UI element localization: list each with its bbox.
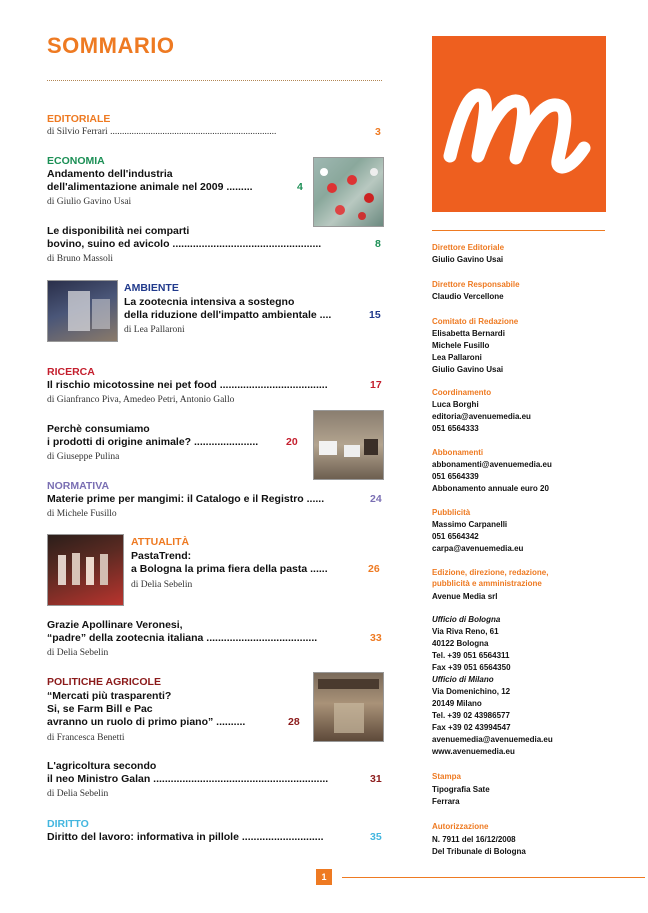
email-link[interactable]: editoria@avenuemedia.eu (432, 412, 531, 421)
email-link[interactable]: carpa@avenuemedia.eu (432, 544, 524, 553)
toc-author: di Michele Fusillo (47, 509, 117, 519)
toc-author: di Lea Pallaroni (124, 325, 185, 335)
toc-heading[interactable]: Diritto del lavoro: informativa in pillole ............................ (47, 831, 324, 843)
office-label: Ufficio di Bologna (432, 615, 501, 624)
toc-page: 26 (368, 563, 380, 575)
toc-heading[interactable]: Andamento dell'industria (47, 168, 173, 180)
credit-value: Giulio Gavino Usai (432, 365, 504, 374)
toc-heading[interactable]: a Bologna la prima fiera della pasta ...... (131, 563, 328, 575)
section-politiche-agricole: POLITICHE AGRICOLE (47, 676, 161, 688)
section-editoriale: EDITORIALE (47, 113, 111, 125)
toc-heading[interactable]: avranno un ruolo di primo piano” .......... (47, 716, 246, 728)
toc-leader: di Silvio Ferrari ...................................................................... (47, 127, 277, 137)
title-rule (47, 80, 382, 81)
credit-value: Ferrara (432, 797, 460, 806)
office-label: Ufficio di Milano (432, 675, 494, 684)
toc-heading[interactable]: PastaTrend: (131, 550, 192, 562)
toc-author: di Bruno Massoli (47, 254, 113, 264)
toc-page: 15 (369, 309, 381, 321)
fax-line: Fax +39 051 6564350 (432, 663, 511, 672)
credit-label: Direttore Responsabile (432, 280, 520, 289)
toc-author: di Gianfranco Piva, Amedeo Petri, Antonio Gallo (47, 395, 235, 405)
credit-value: Tipografia Sate (432, 785, 490, 794)
toc-heading[interactable]: della riduzione dell'impatto ambientale .... (124, 309, 332, 321)
toc-heading[interactable]: Si, se Farm Bill e Pac (47, 703, 153, 715)
section-ambiente: AMBIENTE (124, 282, 179, 294)
credit-label: Direttore Editoriale (432, 243, 505, 252)
footer-rule (342, 877, 645, 878)
address-line: Via Domenichino, 12 (432, 687, 511, 696)
cows-photo (313, 410, 384, 480)
page-title: SOMMARIO (47, 33, 175, 58)
credit-label: Autorizzazione (432, 822, 489, 831)
credit-value: Elisabetta Bernardi (432, 329, 505, 338)
toc-heading[interactable]: il neo Ministro Galan ............................................................ (47, 773, 329, 785)
credit-label: pubblicità e amministrazione (432, 579, 542, 588)
toc-heading[interactable]: “padre” della zootecnia italiana ...................................... (47, 632, 318, 644)
barn-photo (313, 672, 384, 742)
address-line: 20149 Milano (432, 699, 482, 708)
toc-author: di Giuseppe Pulina (47, 452, 120, 462)
toc-page: 17 (370, 379, 382, 391)
fax-line: Fax +39 02 43994547 (432, 723, 511, 732)
toc-heading[interactable]: “Mercati più trasparenti? (47, 690, 172, 702)
credit-value: N. 7911 del 16/12/2008 (432, 835, 516, 844)
toc-heading[interactable]: L'agricoltura secondo (47, 760, 157, 772)
address-line: 40122 Bologna (432, 639, 489, 648)
credit-value: Massimo Carpanelli (432, 520, 508, 529)
event-photo (47, 534, 124, 606)
credit-value: Michele Fusillo (432, 341, 490, 350)
section-normativa: NORMATIVA (47, 480, 110, 492)
toc-heading[interactable]: Perchè consumiamo (47, 423, 150, 435)
toc-heading[interactable]: Materie prime per mangimi: il Catalogo e il Registro ...... (47, 493, 325, 505)
toc-heading[interactable]: bovino, suino ed avicolo ................................................... (47, 238, 322, 250)
toc-heading[interactable]: dell'alimentazione animale nel 2009 ......... (47, 181, 253, 193)
credit-value: Giulio Gavino Usai (432, 255, 504, 264)
toc-heading[interactable]: Grazie Apollinare Veronesi, (47, 619, 183, 631)
cattle-photo (47, 280, 118, 342)
credit-label: Pubblicità (432, 508, 471, 517)
poultry-photo (313, 157, 384, 227)
toc-page: 4 (297, 181, 303, 193)
email-link[interactable]: avenuemedia@avenuemedia.eu (432, 735, 553, 744)
toc-page: 8 (375, 238, 381, 250)
email-link[interactable]: abbonamenti@avenuemedia.eu (432, 460, 552, 469)
toc-entry-editoriale[interactable] (47, 127, 382, 137)
toc-author: di Delia Sebelin (131, 580, 193, 590)
toc-author: di Delia Sebelin (47, 648, 109, 658)
credit-value: Luca Borghi (432, 400, 479, 409)
toc-author: di Francesca Benetti (47, 733, 125, 743)
phone-line: Tel. +39 02 43986577 (432, 711, 510, 720)
toc-page: 28 (288, 716, 300, 728)
toc-page: 33 (370, 632, 382, 644)
toc-page: 20 (286, 436, 298, 448)
credit-value: 051 6564333 (432, 424, 479, 433)
credit-label: Edizione, direzione, redazione, (432, 568, 549, 577)
credit-value: Abbonamento annuale euro 20 (432, 484, 549, 493)
sidebar-rule (432, 230, 605, 231)
toc-heading[interactable]: Le disponibilità nei comparti (47, 225, 190, 237)
section-attualita: ATTUALITÀ (131, 536, 190, 548)
credit-label: Abbonamenti (432, 448, 484, 457)
toc-heading[interactable]: Il rischio micotossine nei pet food ..................................... (47, 379, 328, 391)
website-link[interactable]: www.avenuemedia.eu (432, 747, 515, 756)
phone-line: Tel. +39 051 6564311 (432, 651, 510, 660)
credit-label: Coordinamento (432, 388, 492, 397)
toc-page: 35 (370, 831, 382, 843)
toc-page: 3 (375, 126, 381, 138)
toc-author: di Delia Sebelin (47, 789, 109, 799)
toc-page: 31 (370, 773, 382, 785)
credit-value: Avenue Media srl (432, 592, 498, 601)
toc-page: 24 (370, 493, 382, 505)
section-diritto: DIRITTO (47, 818, 89, 830)
address-line: Via Riva Reno, 61 (432, 627, 499, 636)
credit-value: 051 6564339 (432, 472, 479, 481)
credit-value: Lea Pallaroni (432, 353, 482, 362)
credit-value: Del Tribunale di Bologna (432, 847, 526, 856)
toc-author: di Giulio Gavino Usai (47, 197, 132, 207)
credit-label: Stampa (432, 772, 461, 781)
toc-heading[interactable]: i prodotti di origine animale? ...................... (47, 436, 259, 448)
credit-label: Comitato di Redazione (432, 317, 519, 326)
magazine-logo (432, 36, 606, 212)
section-ricerca: RICERCA (47, 366, 95, 378)
page-number: 1 (316, 869, 332, 885)
credit-value: Claudio Vercellone (432, 292, 504, 301)
section-economia: ECONOMIA (47, 155, 105, 167)
toc-heading[interactable]: La zootecnia intensiva a sostegno (124, 296, 295, 308)
credit-value: 051 6564342 (432, 532, 479, 541)
